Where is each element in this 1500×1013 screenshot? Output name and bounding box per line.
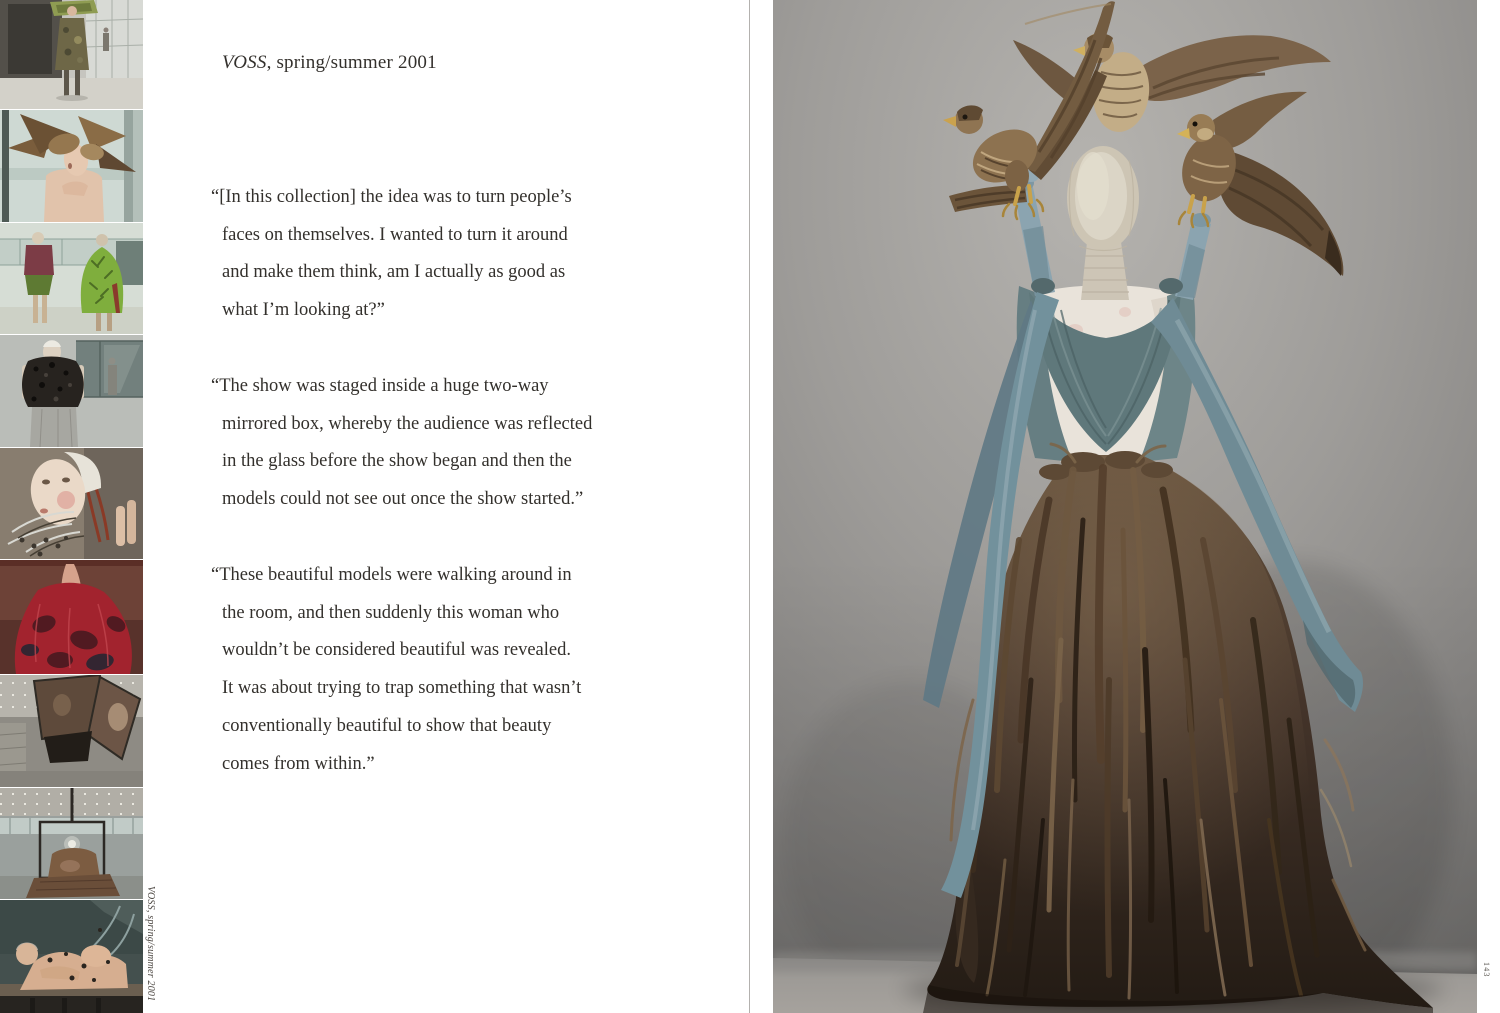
quote-line: faces on themselves. I wanted to turn it around	[222, 224, 568, 245]
season-label: , spring/summer 2001	[266, 52, 437, 73]
filmstrip	[0, 0, 143, 1013]
filmstrip-caption: VOSS, spring/summer 2001	[145, 886, 156, 1002]
quote-line: mirrored box, whereby the audience was reflected	[222, 413, 593, 434]
thumbnail-black-ruffled-look	[0, 335, 143, 447]
thumbnail-reclining-tableau	[0, 900, 143, 1013]
thumbnail-mirrored-box-opening	[0, 675, 143, 787]
quote-paragraph-3	[211, 557, 662, 783]
quote-line: wouldn’t be considered beautiful was revealed.	[222, 640, 571, 661]
quote-line: It was about trying to trap something that wasn’t	[222, 678, 582, 699]
quote-line: conventionally beautiful to show that beauty	[222, 715, 552, 736]
page-gutter-line	[749, 0, 750, 1013]
thumbnail-face-closeup-headdress	[0, 448, 143, 559]
thumbnail-camouflage-dress-look	[0, 0, 143, 109]
quote-line: comes from within.”	[222, 753, 375, 774]
mannequin-wrapped-head	[1067, 146, 1139, 251]
quote-line: and make them think, am I actually as good as	[222, 262, 566, 283]
quote-line: in the glass before the show began and then the	[222, 451, 572, 472]
page-title	[222, 52, 437, 74]
photo-voss-bird-dress	[773, 0, 1477, 1013]
quote-line: “The show was staged inside a huge two-way	[211, 376, 549, 396]
quote-line: models could not see out once the show started.”	[222, 489, 584, 510]
collection-name: VOSS	[222, 52, 267, 73]
thumbnail-mirrored-box-room	[0, 788, 143, 899]
thumbnail-model-with-hawks	[0, 110, 143, 222]
quote-line: “These beautiful models were walking around in	[211, 565, 572, 585]
quote-line: what I’m looking at?”	[222, 300, 385, 321]
quote-line: the room, and then suddenly this woman who	[222, 602, 560, 623]
quote-line: “[In this collection] the idea was to turn people’s	[211, 187, 572, 207]
page-number: 143	[1482, 962, 1491, 978]
thumbnail-moss-dress-looks	[0, 223, 143, 334]
thumbnail-red-feather-dress	[0, 560, 143, 674]
quote-paragraph-2	[211, 368, 662, 519]
quote-paragraph-1	[211, 179, 662, 330]
